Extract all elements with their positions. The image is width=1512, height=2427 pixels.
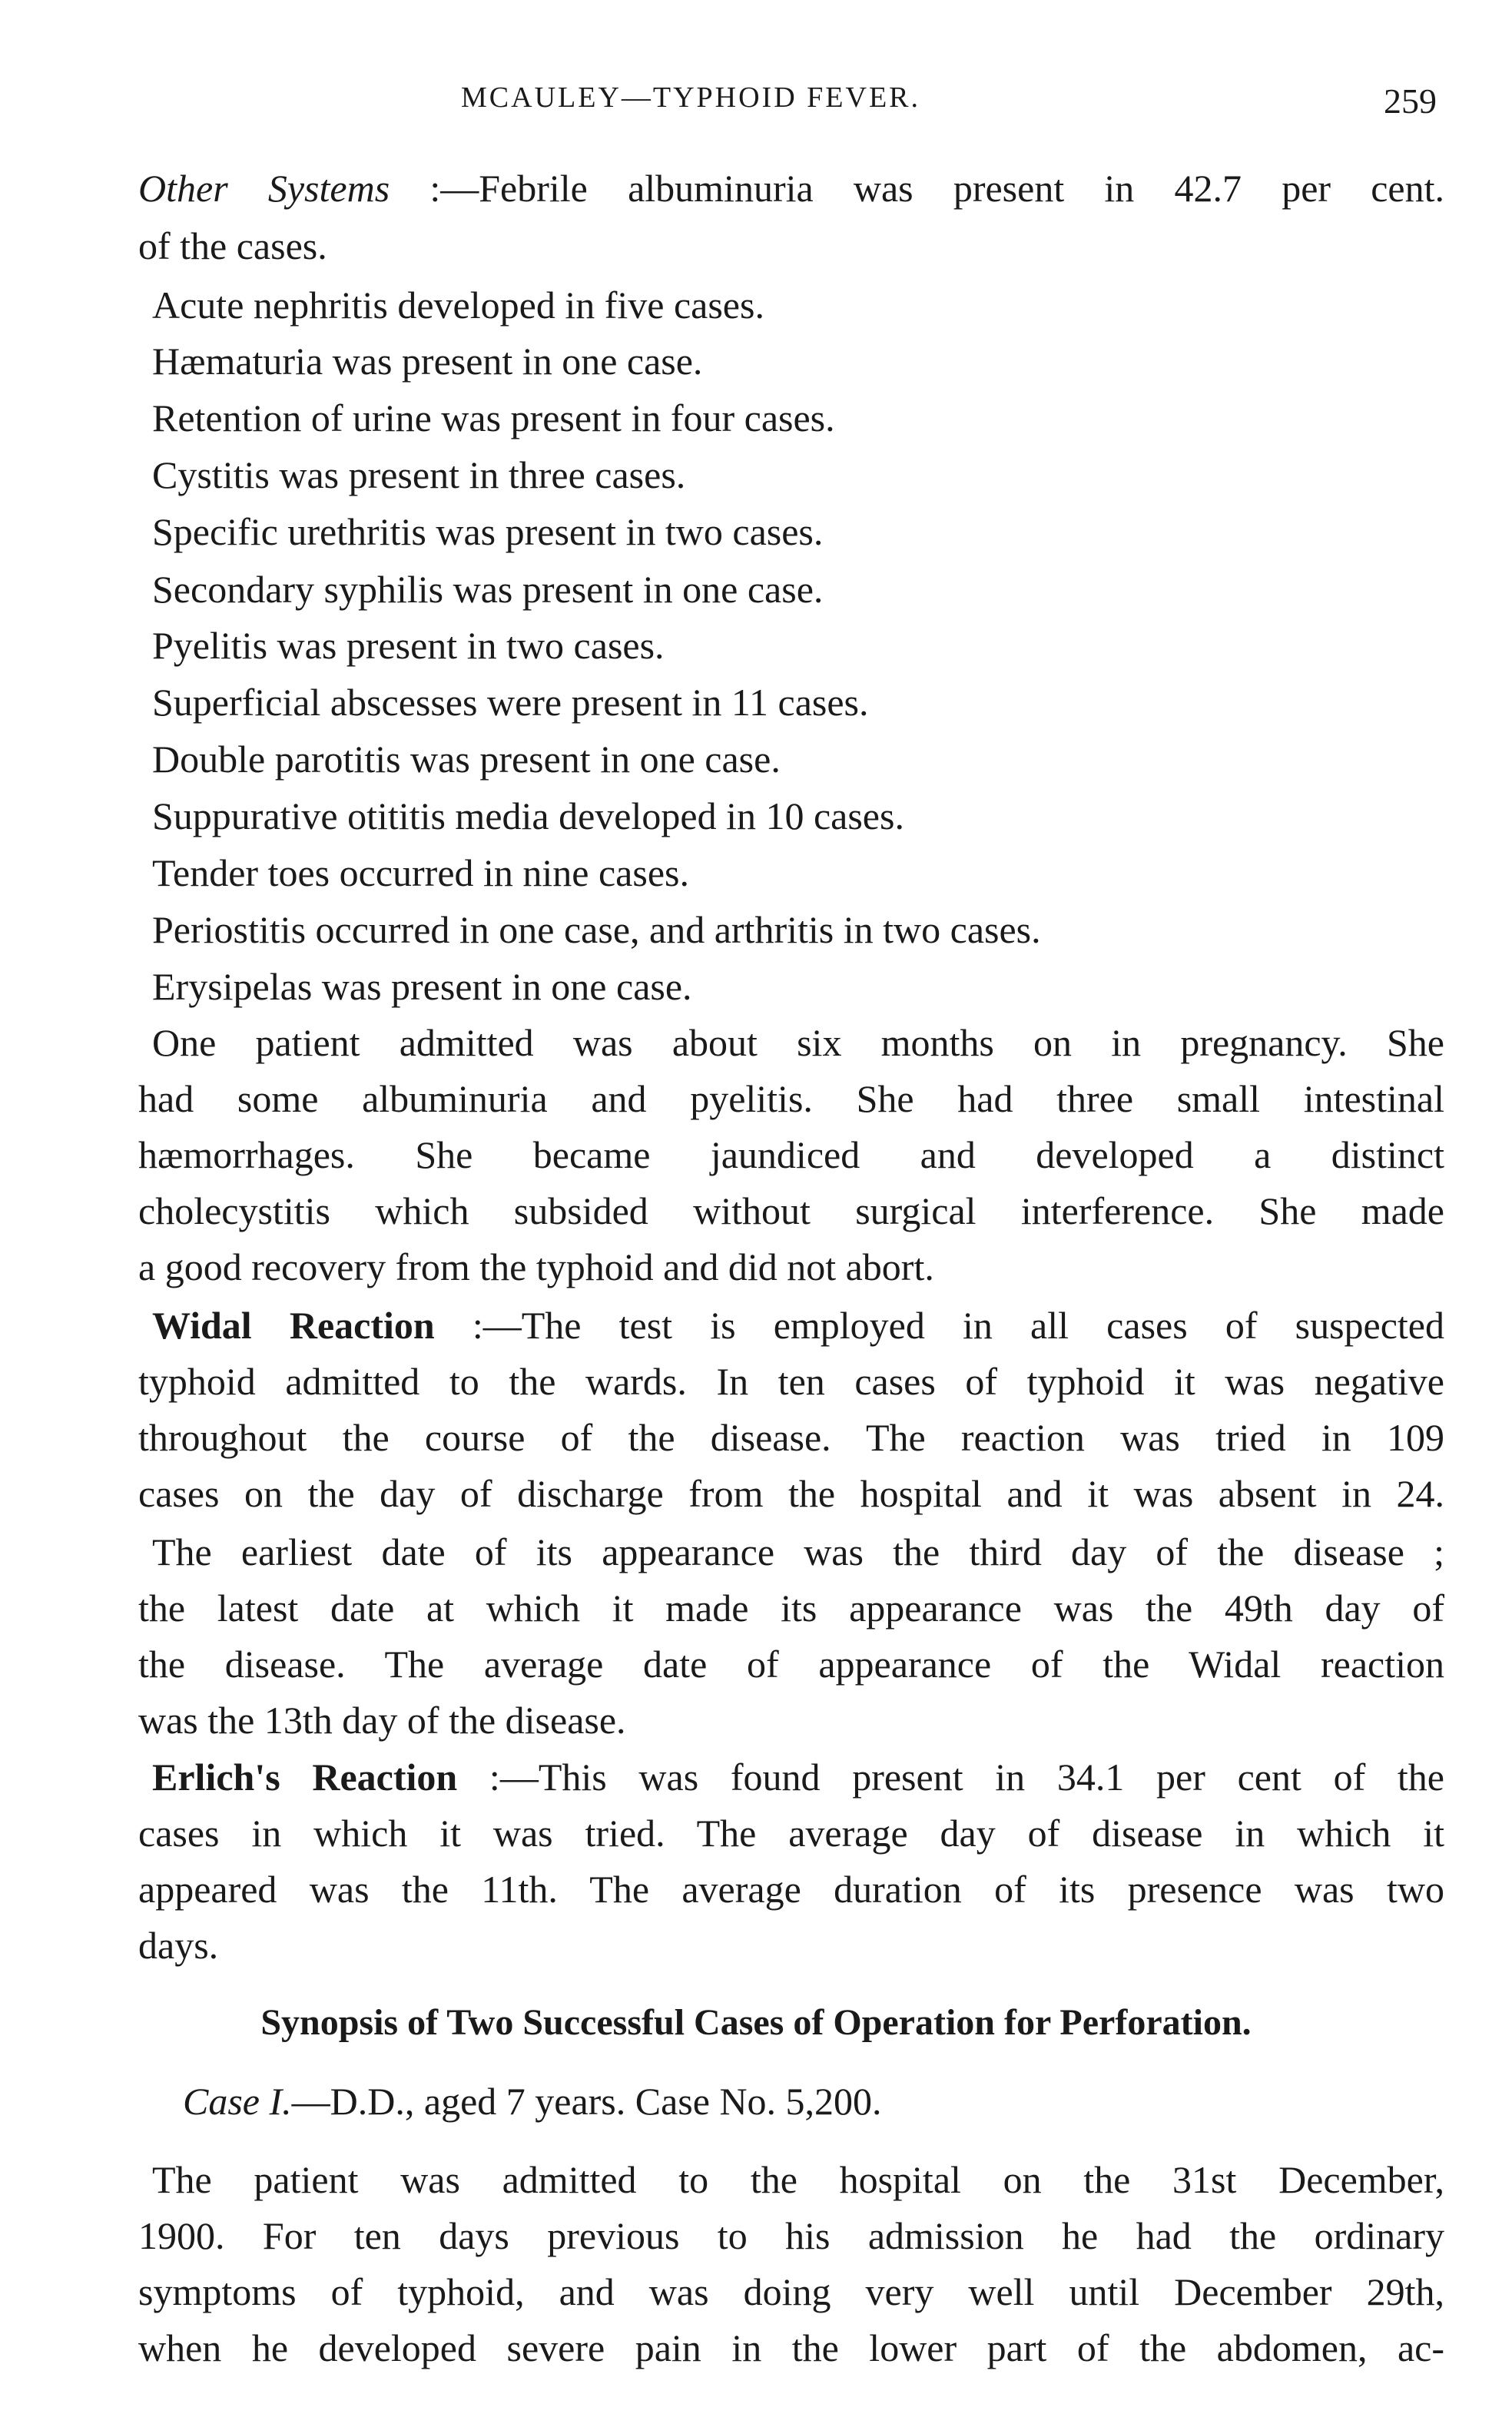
widal-label: Widal Reaction [152,1304,435,1347]
page-number: 259 [1384,81,1437,121]
case-line: Case I.—D.D., aged 7 years. Case No. 5,200. [183,2080,882,2123]
paragraph-line: the latest date at which it made its appearance was the 49th day of [138,1587,1444,1630]
case-label: Case I. [183,2080,292,2123]
list-item: Tender toes occurred in nine cases. [152,851,689,894]
running-title: MCAULEY—TYPHOID FEVER. [461,81,920,114]
list-item: Hæmaturia was present in one case. [152,340,703,383]
paragraph-line: appeared was the 11th. The average duration of its presence was two [138,1868,1444,1911]
list-item: Pyelitis was present in two cases. [152,624,665,667]
paragraph-line: The patient was admitted to the hospital on the 31st December, [152,2158,1444,2201]
paragraph-line: a good recovery from the typhoid and did not abort. [138,1245,934,1288]
list-item: Periostitis occurred in one case, and arthritis in two cases. [152,908,1041,951]
list-item: Retention of urine was present in four cases. [152,396,835,439]
paragraph-line: cases on the day of discharge from the hospital and it was absent in 24. [138,1472,1444,1515]
paragraph-line: 1900. For ten days previous to his admission he had the ordinary [138,2214,1444,2257]
list-item: Acute nephritis developed in five cases. [152,283,764,327]
paragraph-line: was the 13th day of the disease. [138,1699,626,1742]
list-item: Superficial abscesses were present in 11 cases. [152,681,869,724]
paragraph-line: cholecystitis which subsided without surgical interference. She made [138,1189,1444,1232]
section-heading: Synopsis of Two Successful Cases of Operation for Perforation. [260,2002,1252,2043]
list-item: Double parotitis was present in one case. [152,738,781,781]
paragraph-line: had some albuminuria and pyelitis. She had three small intestinal [138,1077,1444,1120]
paragraph-line: typhoid admitted to the wards. In ten cases of typhoid it was negative [138,1360,1444,1403]
paragraph-line: when he developed severe pain in the lower part of the abdomen, ac- [138,2326,1444,2369]
list-item: Erysipelas was present in one case. [152,965,692,1008]
paragraph-line: throughout the course of the disease. The reaction was tried in 109 [138,1416,1444,1459]
list-item: Suppurative otititis media developed in 10 cases. [152,794,904,837]
erlich-label: Erlich's Reaction [152,1756,458,1799]
paragraph-line: One patient admitted was about six months on in pregnancy. She [152,1021,1444,1064]
other-systems-intro: Other Systems :—Febrile albuminuria was present in 42.7 per cent. [138,167,1445,210]
paragraph-line: days. [138,1924,219,1967]
list-item: Secondary syphilis was present in one case. [152,568,824,611]
list-item: Cystitis was present in three cases. [152,453,686,496]
paragraph-line: hæmorrhages. She became jaundiced and developed a distinct [138,1133,1444,1176]
paragraph-line: the disease. The average date of appearance of the Widal reaction [138,1643,1444,1686]
paragraph-line: cases in which it was tried. The average day of disease in which it [138,1812,1444,1855]
other-systems-label: Other Systems [138,167,390,210]
list-item: Specific urethritis was present in two cases. [152,510,824,553]
running-header [138,81,1444,134]
widal-intro: Widal Reaction :—The test is employed in all cases of suspected [152,1304,1445,1347]
paragraph-line: symptoms of typhoid, and was doing very well until December 29th, [138,2270,1444,2313]
other-systems-intro-cont: of the cases. [138,224,327,267]
paragraph-line: The earliest date of its appearance was the third day of the disease ; [152,1530,1444,1573]
erlich-intro: Erlich's Reaction :—This was found present in 34.1 per cent of the [152,1756,1444,1799]
